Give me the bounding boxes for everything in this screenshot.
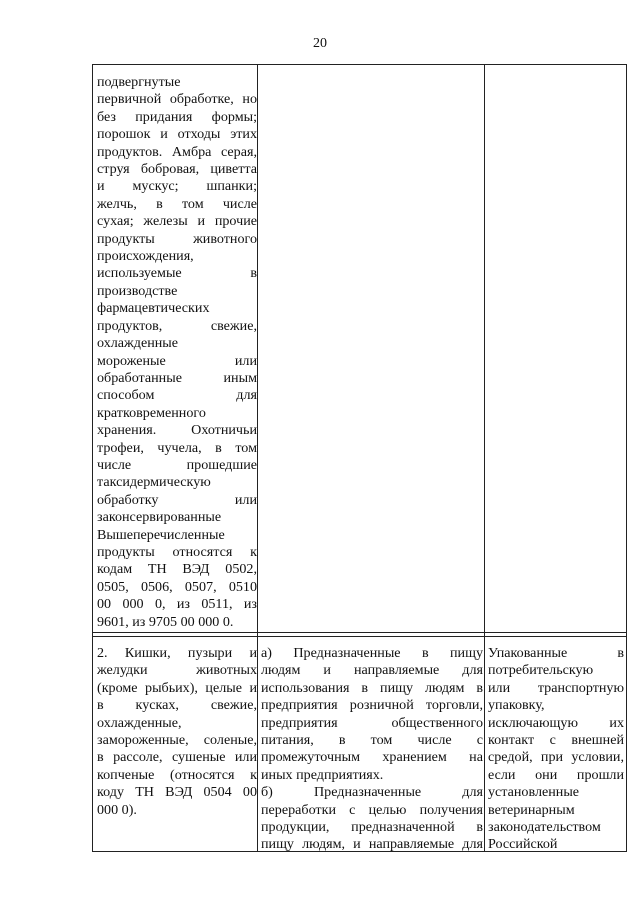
text-line: Упакованные в	[488, 645, 624, 661]
text-line: продукты животного	[97, 230, 257, 247]
text-line: предприятия общественного	[261, 714, 483, 731]
page-number: 20	[313, 36, 327, 51]
text-line: обработку или	[97, 491, 257, 508]
row-divider-top	[93, 632, 626, 633]
text-line: ветеринарным	[488, 801, 575, 818]
text-line: законсервированные	[97, 509, 222, 526]
row2-product-description	[97, 645, 257, 819]
text-line: таксидермическую	[97, 474, 211, 491]
text-line: иных предприятиях.	[261, 766, 384, 783]
text-line: и мускус; шпанки;	[97, 178, 257, 195]
text-line: желудки животных	[97, 662, 257, 679]
text-line: промежуточным хранением на	[261, 749, 483, 766]
text-line: или транспортную	[488, 679, 624, 696]
text-line: первичной обработке, но	[97, 91, 257, 108]
text-line: 0505, 0506, 0507, 0510	[97, 578, 257, 595]
text-line: средой, при условии,	[488, 749, 624, 766]
text-line: законодательством	[488, 819, 601, 836]
text-line: числе прошедшие	[97, 456, 257, 473]
text-line: контакт с внешней	[488, 732, 624, 749]
text-line: подвергнутые	[97, 74, 181, 90]
text-line: установленные	[488, 784, 580, 801]
text-line: хранения. Охотничьи	[97, 422, 257, 439]
text-line: использования в пищу людям в	[261, 679, 483, 696]
text-line: копченые (относятся к	[97, 766, 257, 783]
text-line: в кусках, свежие,	[97, 697, 257, 714]
row-divider-bottom	[93, 636, 626, 637]
text-line: кратковременного	[97, 404, 206, 421]
text-line: предприятия розничной торговли,	[261, 697, 483, 714]
text-line: если они прошли	[488, 766, 624, 783]
text-line: используемые в	[97, 265, 257, 282]
text-line: происхождения,	[97, 248, 194, 265]
text-line: потребительскую	[488, 662, 594, 679]
text-line: замороженные, соленые,	[97, 732, 257, 749]
text-line: порошок и отходы этих	[97, 126, 257, 143]
text-line: 00 000 0, из 0511, из	[97, 596, 257, 613]
text-line: (кроме рыбьих), целые и	[97, 679, 257, 696]
text-line: 9601, из 9705 00 000 0.	[97, 613, 234, 630]
text-line: производстве	[97, 282, 178, 299]
text-line: Российской	[488, 836, 558, 853]
row2-conditions-description	[488, 645, 624, 854]
column-divider-1	[257, 65, 258, 851]
text-line: продукты относятся к	[97, 543, 257, 560]
row1-product-description	[97, 74, 257, 631]
text-line: обработанные иным	[97, 369, 257, 386]
text-line: продуктов. Амбра серая,	[97, 143, 257, 160]
text-line: фармацевтических	[97, 300, 210, 317]
text-line: питания, в том числе с	[261, 732, 483, 749]
text-line: продукции, предназначенной в	[261, 819, 483, 836]
text-line: в рассоле, сушеные или	[97, 749, 257, 766]
text-line: желчь, в том числе	[97, 195, 257, 212]
text-line: исключающую их	[488, 714, 624, 731]
text-line: пищу людям, и направляемые для	[261, 836, 483, 853]
text-line: продуктов, свежие,	[97, 317, 257, 334]
text-line: охлажденные,	[97, 714, 182, 731]
text-line: упаковку,	[488, 697, 545, 714]
text-line: Вышеперечисленные	[97, 526, 225, 543]
text-line: трофеи, чучела, в том	[97, 439, 257, 456]
text-line: 000 0).	[97, 801, 137, 818]
text-line: кодам ТН ВЭД 0502,	[97, 561, 257, 578]
text-line: людям и направляемые для	[261, 662, 483, 679]
row2-purpose-description	[261, 645, 483, 854]
text-line: 2. Кишки, пузыри и	[97, 645, 257, 661]
text-line: б) Предназначенные для	[261, 784, 483, 801]
text-line: переработки с целью получения	[261, 801, 483, 818]
text-line: без придания формы;	[97, 108, 257, 125]
text-line: струя бобровая, циветта	[97, 161, 257, 178]
text-line: охлажденные	[97, 335, 179, 352]
text-line: сухая; железы и прочие	[97, 213, 257, 230]
text-line: способом для	[97, 387, 257, 404]
column-divider-2	[484, 65, 485, 851]
text-line: а) Предназначенные в пищу	[261, 645, 483, 661]
regulation-table	[92, 64, 627, 852]
text-line: мороженые или	[97, 352, 257, 369]
text-line: коду ТН ВЭД 0504 00	[97, 784, 257, 801]
